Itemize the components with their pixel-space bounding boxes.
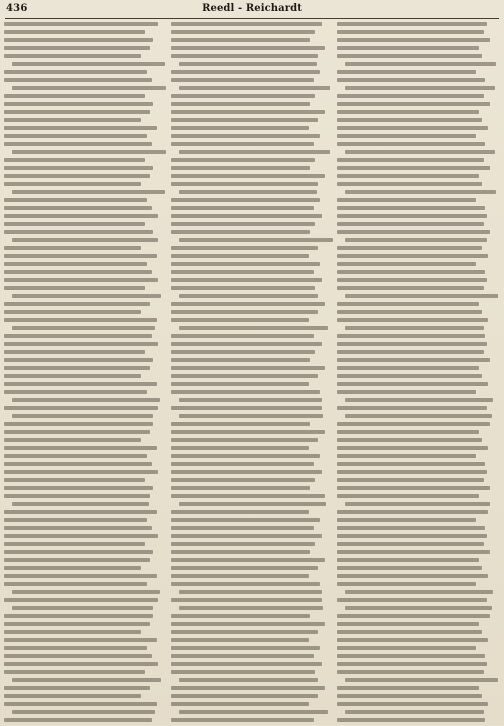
directory-entry-placeholder bbox=[4, 174, 150, 178]
directory-entry-placeholder bbox=[171, 206, 314, 210]
directory-entry-placeholder bbox=[337, 230, 490, 234]
directory-entry-placeholder bbox=[171, 318, 309, 322]
directory-entry-placeholder bbox=[171, 510, 309, 514]
directory-entry-placeholder bbox=[337, 654, 485, 658]
directory-entry-placeholder bbox=[337, 102, 490, 106]
directory-entry-placeholder bbox=[171, 670, 316, 674]
directory-entry-placeholder bbox=[171, 702, 309, 706]
directory-entry-placeholder bbox=[4, 470, 158, 474]
directory-entry-placeholder bbox=[337, 310, 482, 314]
directory-entry-placeholder bbox=[4, 254, 157, 258]
directory-entry-placeholder bbox=[12, 294, 161, 298]
directory-entry-placeholder bbox=[337, 574, 488, 578]
directory-entry-placeholder bbox=[337, 526, 485, 530]
directory-entry-placeholder bbox=[337, 406, 486, 410]
page-number: 436 bbox=[6, 3, 28, 14]
directory-entry-placeholder bbox=[337, 222, 483, 226]
directory-entry-placeholder bbox=[12, 190, 165, 194]
directory-entry-placeholder bbox=[179, 150, 330, 154]
directory-entry-placeholder bbox=[4, 142, 152, 146]
directory-entry-placeholder bbox=[171, 446, 309, 450]
directory-entry-placeholder bbox=[337, 206, 485, 210]
directory-entry-placeholder bbox=[337, 486, 490, 490]
directory-entry-placeholder bbox=[4, 166, 153, 170]
directory-entry-placeholder bbox=[179, 502, 327, 506]
directory-entry-placeholder bbox=[4, 102, 153, 106]
directory-entry-placeholder bbox=[171, 182, 319, 186]
directory-entry-placeholder bbox=[4, 94, 145, 98]
directory-entry-placeholder bbox=[171, 550, 311, 554]
directory-entry-placeholder bbox=[337, 662, 486, 666]
directory-entry-placeholder bbox=[337, 142, 485, 146]
directory-entry-placeholder bbox=[12, 398, 160, 402]
directory-entry-placeholder bbox=[4, 406, 158, 410]
directory-entry-placeholder bbox=[171, 614, 311, 618]
directory-entry-placeholder bbox=[4, 574, 157, 578]
directory-entry-placeholder bbox=[337, 558, 478, 562]
directory-entry-placeholder bbox=[345, 326, 483, 330]
directory-entry-placeholder bbox=[4, 518, 147, 522]
directory-entry-placeholder bbox=[337, 302, 478, 306]
directory-entry-placeholder bbox=[345, 414, 491, 418]
directory-entry-placeholder bbox=[337, 166, 490, 170]
directory-entry-placeholder bbox=[4, 110, 150, 114]
directory-entry-placeholder bbox=[171, 22, 322, 26]
directory-entry-placeholder bbox=[4, 478, 145, 482]
directory-entry-placeholder bbox=[337, 246, 482, 250]
directory-entry-placeholder bbox=[337, 286, 483, 290]
middle-column bbox=[171, 22, 334, 726]
directory-entry-placeholder bbox=[337, 470, 486, 474]
directory-entry-placeholder bbox=[337, 110, 478, 114]
directory-entry-placeholder bbox=[12, 62, 165, 66]
directory-entry-placeholder bbox=[171, 166, 311, 170]
directory-entry-placeholder bbox=[4, 622, 150, 626]
directory-entry-placeholder bbox=[171, 246, 319, 250]
directory-entry-placeholder bbox=[4, 646, 147, 650]
directory-entry-placeholder bbox=[171, 438, 319, 442]
directory-entry-placeholder bbox=[337, 454, 475, 458]
directory-entry-placeholder bbox=[4, 550, 153, 554]
directory-entry-placeholder bbox=[171, 390, 320, 394]
directory-entry-placeholder bbox=[4, 438, 141, 442]
directory-entry-placeholder bbox=[337, 350, 483, 354]
directory-entry-placeholder bbox=[171, 526, 314, 530]
directory-entry-placeholder bbox=[337, 510, 488, 514]
directory-entry-placeholder bbox=[4, 262, 147, 266]
directory-entry-placeholder bbox=[4, 38, 153, 42]
directory-entry-placeholder bbox=[4, 118, 141, 122]
directory-entry-placeholder bbox=[171, 422, 311, 426]
directory-entry-placeholder bbox=[4, 582, 147, 586]
directory-entry-placeholder bbox=[4, 558, 150, 562]
directory-entry-placeholder bbox=[337, 390, 475, 394]
directory-entry-placeholder bbox=[171, 622, 325, 626]
directory-entry-placeholder bbox=[4, 534, 158, 538]
directory-entry-placeholder bbox=[171, 342, 322, 346]
directory-entry-placeholder bbox=[4, 686, 150, 690]
directory-entry-placeholder bbox=[337, 126, 488, 130]
directory-entry-placeholder bbox=[337, 30, 483, 34]
directory-entry-placeholder bbox=[337, 446, 488, 450]
directory-entry-placeholder bbox=[4, 630, 141, 634]
directory-entry-placeholder bbox=[4, 246, 141, 250]
directory-entry-placeholder bbox=[337, 374, 482, 378]
directory-entry-placeholder bbox=[171, 430, 325, 434]
directory-entry-placeholder bbox=[337, 534, 486, 538]
directory-entry-placeholder bbox=[345, 606, 491, 610]
directory-entry-placeholder bbox=[171, 230, 311, 234]
directory-entry-placeholder bbox=[171, 630, 319, 634]
directory-entry-placeholder bbox=[337, 422, 490, 426]
directory-entry-placeholder bbox=[171, 534, 322, 538]
directory-entry-placeholder bbox=[337, 182, 482, 186]
directory-entry-placeholder bbox=[171, 518, 320, 522]
directory-entry-placeholder bbox=[12, 86, 166, 90]
directory-entry-placeholder bbox=[337, 462, 485, 466]
directory-entry-placeholder bbox=[4, 526, 152, 530]
directory-entry-placeholder bbox=[171, 118, 319, 122]
directory-entry-placeholder bbox=[4, 182, 141, 186]
directory-entry-placeholder bbox=[345, 238, 486, 242]
directory-entry-placeholder bbox=[179, 678, 319, 682]
directory-entry-placeholder bbox=[171, 478, 316, 482]
directory-entry-placeholder bbox=[337, 630, 482, 634]
directory-entry-placeholder bbox=[171, 574, 309, 578]
directory-entry-placeholder bbox=[171, 350, 316, 354]
directory-entry-placeholder bbox=[171, 334, 314, 338]
directory-entry-placeholder bbox=[171, 454, 320, 458]
directory-entry-placeholder bbox=[171, 94, 316, 98]
directory-entry-placeholder bbox=[4, 198, 147, 202]
directory-entry-placeholder bbox=[337, 702, 488, 706]
directory-entry-placeholder bbox=[179, 238, 333, 242]
directory-entry-placeholder bbox=[337, 494, 478, 498]
directory-entry-placeholder bbox=[171, 582, 320, 586]
directory-entry-placeholder bbox=[171, 374, 319, 378]
directory-entry-placeholder bbox=[337, 118, 482, 122]
directory-entry-placeholder bbox=[4, 366, 150, 370]
directory-entry-placeholder bbox=[171, 638, 309, 642]
directory-entry-placeholder bbox=[4, 278, 158, 282]
directory-columns bbox=[4, 22, 500, 726]
directory-entry-placeholder bbox=[179, 414, 324, 418]
directory-entry-placeholder bbox=[337, 358, 490, 362]
directory-entry-placeholder bbox=[337, 38, 490, 42]
directory-entry-placeholder bbox=[171, 382, 309, 386]
directory-entry-placeholder bbox=[4, 374, 141, 378]
directory-entry-placeholder bbox=[337, 334, 485, 338]
directory-entry-placeholder bbox=[4, 542, 145, 546]
directory-entry-placeholder bbox=[4, 302, 150, 306]
directory-entry-placeholder bbox=[337, 22, 486, 26]
directory-entry-placeholder bbox=[337, 174, 478, 178]
directory-entry-placeholder bbox=[4, 214, 158, 218]
directory-entry-placeholder bbox=[337, 198, 475, 202]
directory-entry-placeholder bbox=[337, 614, 490, 618]
directory-entry-placeholder bbox=[171, 718, 314, 722]
directory-entry-placeholder bbox=[4, 662, 158, 666]
directory-entry-placeholder bbox=[337, 518, 475, 522]
directory-entry-placeholder bbox=[337, 94, 483, 98]
directory-entry-placeholder bbox=[337, 622, 478, 626]
directory-entry-placeholder bbox=[4, 390, 147, 394]
directory-entry-placeholder bbox=[12, 326, 155, 330]
directory-entry-placeholder bbox=[337, 262, 475, 266]
directory-entry-placeholder bbox=[179, 710, 328, 714]
directory-entry-placeholder bbox=[171, 598, 322, 602]
directory-entry-placeholder bbox=[171, 654, 314, 658]
directory-entry-placeholder bbox=[179, 398, 322, 402]
directory-entry-placeholder bbox=[171, 134, 320, 138]
directory-entry-placeholder bbox=[4, 598, 158, 602]
directory-entry-placeholder bbox=[4, 638, 157, 642]
directory-entry-placeholder bbox=[4, 382, 157, 386]
directory-entry-placeholder bbox=[4, 78, 152, 82]
directory-entry-placeholder bbox=[4, 342, 158, 346]
directory-entry-placeholder bbox=[337, 270, 485, 274]
directory-entry-placeholder bbox=[171, 254, 309, 258]
directory-entry-placeholder bbox=[171, 542, 316, 546]
page-header bbox=[5, 4, 499, 19]
directory-entry-placeholder bbox=[179, 62, 317, 66]
directory-entry-placeholder bbox=[337, 718, 485, 722]
directory-entry-placeholder bbox=[4, 566, 141, 570]
directory-entry-placeholder bbox=[4, 270, 152, 274]
directory-entry-placeholder bbox=[171, 70, 320, 74]
directory-entry-placeholder bbox=[337, 278, 486, 282]
directory-entry-placeholder bbox=[4, 486, 153, 490]
directory-entry-placeholder bbox=[12, 590, 160, 594]
directory-entry-placeholder bbox=[171, 310, 319, 314]
directory-entry-placeholder bbox=[4, 334, 152, 338]
directory-entry-placeholder bbox=[337, 638, 488, 642]
directory-entry-placeholder bbox=[337, 478, 483, 482]
directory-entry-placeholder bbox=[4, 22, 158, 26]
directory-entry-placeholder bbox=[4, 446, 157, 450]
directory-entry-placeholder bbox=[345, 502, 490, 506]
directory-entry-placeholder bbox=[4, 494, 150, 498]
directory-entry-placeholder bbox=[12, 678, 161, 682]
directory-entry-placeholder bbox=[4, 694, 141, 698]
directory-entry-placeholder bbox=[171, 694, 319, 698]
directory-entry-placeholder bbox=[4, 462, 152, 466]
directory-entry-placeholder bbox=[4, 46, 150, 50]
directory-entry-placeholder bbox=[345, 62, 496, 66]
directory-entry-placeholder bbox=[179, 294, 319, 298]
directory-entry-placeholder bbox=[4, 30, 145, 34]
directory-entry-placeholder bbox=[4, 318, 157, 322]
left-column bbox=[4, 22, 167, 726]
directory-entry-placeholder bbox=[179, 606, 324, 610]
directory-entry-placeholder bbox=[4, 350, 145, 354]
directory-entry-placeholder bbox=[337, 550, 490, 554]
directory-entry-placeholder bbox=[4, 70, 147, 74]
directory-entry-placeholder bbox=[4, 54, 141, 58]
directory-entry-placeholder bbox=[12, 710, 155, 714]
directory-entry-placeholder bbox=[171, 142, 314, 146]
directory-entry-placeholder bbox=[4, 422, 153, 426]
directory-entry-placeholder bbox=[337, 582, 475, 586]
directory-entry-placeholder bbox=[337, 438, 482, 442]
directory-entry-placeholder bbox=[337, 254, 488, 258]
directory-entry-placeholder bbox=[4, 286, 145, 290]
directory-entry-placeholder bbox=[337, 542, 483, 546]
directory-entry-placeholder bbox=[337, 46, 478, 50]
directory-entry-placeholder bbox=[171, 486, 311, 490]
directory-entry-placeholder bbox=[171, 126, 309, 130]
directory-entry-placeholder bbox=[337, 158, 483, 162]
directory-entry-placeholder bbox=[171, 494, 325, 498]
directory-entry-placeholder bbox=[12, 414, 153, 418]
directory-entry-placeholder bbox=[4, 310, 141, 314]
directory-entry-placeholder bbox=[179, 190, 317, 194]
directory-entry-placeholder bbox=[337, 214, 486, 218]
directory-entry-placeholder bbox=[171, 110, 325, 114]
directory-entry-placeholder bbox=[171, 102, 311, 106]
directory-entry-placeholder bbox=[337, 686, 478, 690]
directory-entry-placeholder bbox=[171, 646, 320, 650]
directory-entry-placeholder bbox=[171, 662, 322, 666]
directory-entry-placeholder bbox=[337, 694, 482, 698]
directory-entry-placeholder bbox=[179, 86, 330, 90]
directory-entry-placeholder bbox=[337, 134, 475, 138]
directory-entry-placeholder bbox=[171, 406, 322, 410]
directory-entry-placeholder bbox=[345, 86, 494, 90]
directory-entry-placeholder bbox=[345, 710, 483, 714]
right-column bbox=[337, 22, 500, 726]
directory-entry-placeholder bbox=[171, 262, 320, 266]
directory-entry-placeholder bbox=[179, 326, 328, 330]
directory-entry-placeholder bbox=[337, 54, 482, 58]
running-head: Reedl - Reichardt bbox=[202, 3, 302, 14]
directory-entry-placeholder bbox=[345, 294, 498, 298]
directory-entry-placeholder bbox=[171, 470, 322, 474]
directory-entry-placeholder bbox=[345, 398, 493, 402]
directory-entry-placeholder bbox=[4, 230, 153, 234]
directory-entry-placeholder bbox=[12, 606, 153, 610]
directory-entry-placeholder bbox=[171, 174, 325, 178]
directory-entry-placeholder bbox=[337, 598, 486, 602]
directory-entry-placeholder bbox=[345, 150, 494, 154]
directory-entry-placeholder bbox=[337, 70, 475, 74]
directory-entry-placeholder bbox=[337, 646, 475, 650]
directory-entry-placeholder bbox=[171, 558, 325, 562]
directory-entry-placeholder bbox=[4, 358, 153, 362]
directory-entry-placeholder bbox=[4, 670, 145, 674]
directory-entry-placeholder bbox=[337, 366, 478, 370]
directory-entry-placeholder bbox=[337, 78, 485, 82]
directory-entry-placeholder bbox=[337, 566, 482, 570]
directory-entry-placeholder bbox=[12, 502, 149, 506]
directory-entry-placeholder bbox=[171, 46, 325, 50]
directory-entry-placeholder bbox=[337, 670, 483, 674]
directory-entry-placeholder bbox=[4, 614, 153, 618]
directory-entry-placeholder bbox=[171, 366, 325, 370]
directory-entry-placeholder bbox=[4, 126, 157, 130]
directory-entry-placeholder bbox=[171, 38, 311, 42]
directory-entry-placeholder bbox=[337, 318, 488, 322]
directory-entry-placeholder bbox=[171, 686, 325, 690]
directory-entry-placeholder bbox=[4, 206, 152, 210]
directory-entry-placeholder bbox=[171, 30, 316, 34]
directory-entry-placeholder bbox=[171, 358, 311, 362]
directory-entry-placeholder bbox=[171, 214, 322, 218]
directory-entry-placeholder bbox=[179, 590, 322, 594]
directory-entry-placeholder bbox=[337, 382, 488, 386]
directory-entry-placeholder bbox=[345, 678, 498, 682]
directory-entry-placeholder bbox=[171, 54, 319, 58]
directory-entry-placeholder bbox=[171, 462, 314, 466]
directory-entry-placeholder bbox=[4, 134, 147, 138]
directory-entry-placeholder bbox=[4, 158, 145, 162]
directory-entry-placeholder bbox=[171, 198, 320, 202]
directory-entry-placeholder bbox=[4, 510, 157, 514]
directory-entry-placeholder bbox=[4, 718, 152, 722]
directory-entry-placeholder bbox=[12, 150, 166, 154]
directory-entry-placeholder bbox=[171, 302, 325, 306]
directory-entry-placeholder bbox=[337, 342, 486, 346]
directory-entry-placeholder bbox=[171, 78, 314, 82]
directory-entry-placeholder bbox=[4, 654, 152, 658]
directory-entry-placeholder bbox=[4, 222, 145, 226]
directory-entry-placeholder bbox=[345, 590, 493, 594]
directory-entry-placeholder bbox=[171, 270, 314, 274]
directory-entry-placeholder bbox=[4, 702, 157, 706]
directory-entry-placeholder bbox=[345, 190, 496, 194]
directory-entry-placeholder bbox=[171, 158, 316, 162]
directory-entry-placeholder bbox=[171, 222, 316, 226]
directory-entry-placeholder bbox=[171, 278, 322, 282]
directory-entry-placeholder bbox=[4, 430, 150, 434]
directory-entry-placeholder bbox=[171, 286, 316, 290]
directory-entry-placeholder bbox=[12, 238, 158, 242]
directory-entry-placeholder bbox=[337, 430, 478, 434]
directory-entry-placeholder bbox=[4, 454, 147, 458]
directory-entry-placeholder bbox=[171, 566, 319, 570]
